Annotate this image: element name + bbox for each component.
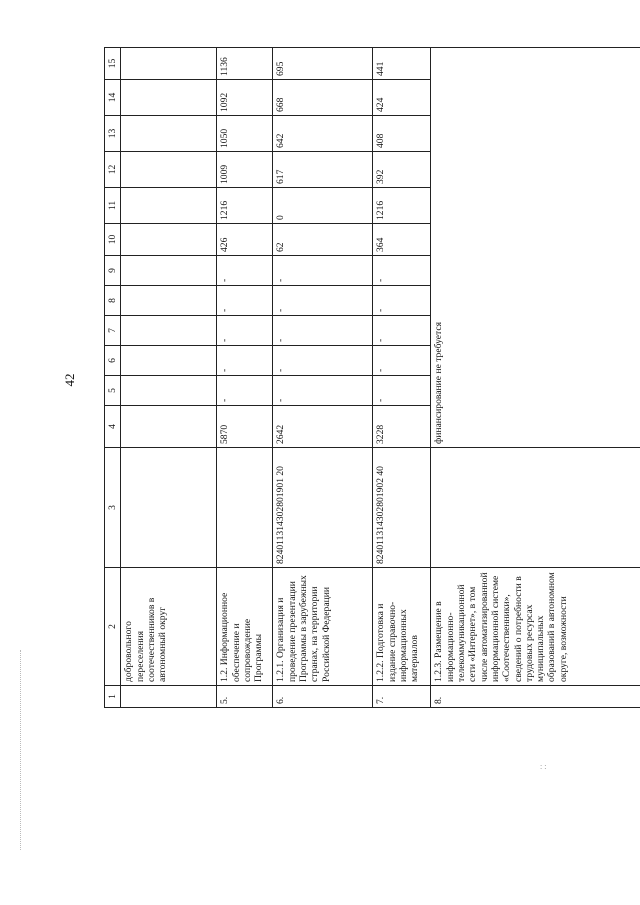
row-value: -	[373, 376, 431, 406]
row-code	[217, 448, 273, 568]
scan-mark: : :	[540, 762, 547, 771]
row-name: 1.2. Информационное обеспечение и сопровождение Программы	[217, 568, 273, 686]
row-value: -	[217, 376, 273, 406]
row-value: 62	[273, 224, 373, 256]
row-value: 642	[273, 116, 373, 152]
table-row	[273, 48, 373, 708]
row-value: -	[273, 346, 373, 376]
row-code: 824011314302801901 20	[273, 448, 373, 568]
column-header: 15	[105, 48, 121, 80]
row-value	[121, 152, 217, 188]
row-code: 824011314302801902 40	[373, 448, 431, 568]
column-header: 10	[105, 224, 121, 256]
row-number: 7.	[373, 686, 431, 708]
row-code	[431, 448, 640, 568]
row-number	[121, 686, 217, 708]
row-value: 426	[217, 224, 273, 256]
row-value: 1092	[217, 80, 273, 116]
column-header: 12	[105, 152, 121, 188]
row-name: 1.2.3. Размещение в информационно-телекоммуникационной сети «Интернет», в том числе автоматизированной информационной системе «Соотечественники», сведений о потребности в трудовых ресурсах муниципальных образований в автономном округе, возможности	[431, 568, 640, 686]
row-value: -	[373, 256, 431, 286]
row-value	[121, 48, 217, 80]
row-value: 424	[373, 80, 431, 116]
row-value: -	[217, 256, 273, 286]
row-value: -	[373, 286, 431, 316]
row-value: -	[273, 376, 373, 406]
column-header: 14	[105, 80, 121, 116]
table-row	[431, 48, 640, 708]
row-value: 1009	[217, 152, 273, 188]
row-value: -	[217, 346, 273, 376]
financing-note: финансирование не требуется	[431, 48, 640, 448]
row-value: 392	[373, 152, 431, 188]
row-value: 1136	[217, 48, 273, 80]
row-value: -	[273, 316, 373, 346]
column-header: 8	[105, 286, 121, 316]
row-value	[121, 224, 217, 256]
table-row	[121, 48, 217, 708]
row-value: -	[217, 286, 273, 316]
row-value: 668	[273, 80, 373, 116]
scan-edge-line	[20, 650, 21, 850]
row-value	[121, 286, 217, 316]
column-header: 2	[105, 568, 121, 686]
row-value: 441	[373, 48, 431, 80]
row-value: 695	[273, 48, 373, 80]
column-header: 9	[105, 256, 121, 286]
row-value	[121, 406, 217, 448]
row-value	[121, 80, 217, 116]
column-header: 11	[105, 188, 121, 224]
row-number: 8.	[431, 686, 640, 708]
column-header: 6	[105, 346, 121, 376]
column-header: 1	[105, 686, 121, 708]
row-value: -	[217, 316, 273, 346]
row-value: 1216	[373, 188, 431, 224]
row-value	[121, 188, 217, 224]
row-value: -	[373, 346, 431, 376]
row-value: -	[373, 316, 431, 346]
row-value: 0	[273, 188, 373, 224]
row-code	[121, 448, 217, 568]
rotated-table-frame	[104, 58, 604, 708]
column-header: 5	[105, 376, 121, 406]
column-header: 4	[105, 406, 121, 448]
row-value: -	[273, 256, 373, 286]
column-header: 7	[105, 316, 121, 346]
row-value: 1216	[217, 188, 273, 224]
row-value: 408	[373, 116, 431, 152]
row-value: 617	[273, 152, 373, 188]
row-value: 5870	[217, 406, 273, 448]
row-value: 364	[373, 224, 431, 256]
row-number: 6.	[273, 686, 373, 708]
row-value: 1050	[217, 116, 273, 152]
row-name: 1.2.2. Подготовка и издание справочно-информационных материалов	[373, 568, 431, 686]
row-value	[121, 256, 217, 286]
row-value: -	[273, 286, 373, 316]
row-name: 1.2.1. Организация и проведение презентации Программы в зарубежных странах, на территории Российской Федерации	[273, 568, 373, 686]
table-header-row	[105, 48, 121, 708]
row-number: 5.	[217, 686, 273, 708]
row-value: 3228	[373, 406, 431, 448]
column-header: 13	[105, 116, 121, 152]
row-value: 2642	[273, 406, 373, 448]
financing-table	[104, 47, 640, 708]
row-name: добровольного переселения соотечественников в автономный округ	[121, 568, 217, 686]
table-row	[217, 48, 273, 708]
table-row	[373, 48, 431, 708]
row-value	[121, 316, 217, 346]
row-value	[121, 376, 217, 406]
row-value	[121, 116, 217, 152]
row-value	[121, 346, 217, 376]
column-header: 3	[105, 448, 121, 568]
page-number: 42	[62, 373, 77, 387]
